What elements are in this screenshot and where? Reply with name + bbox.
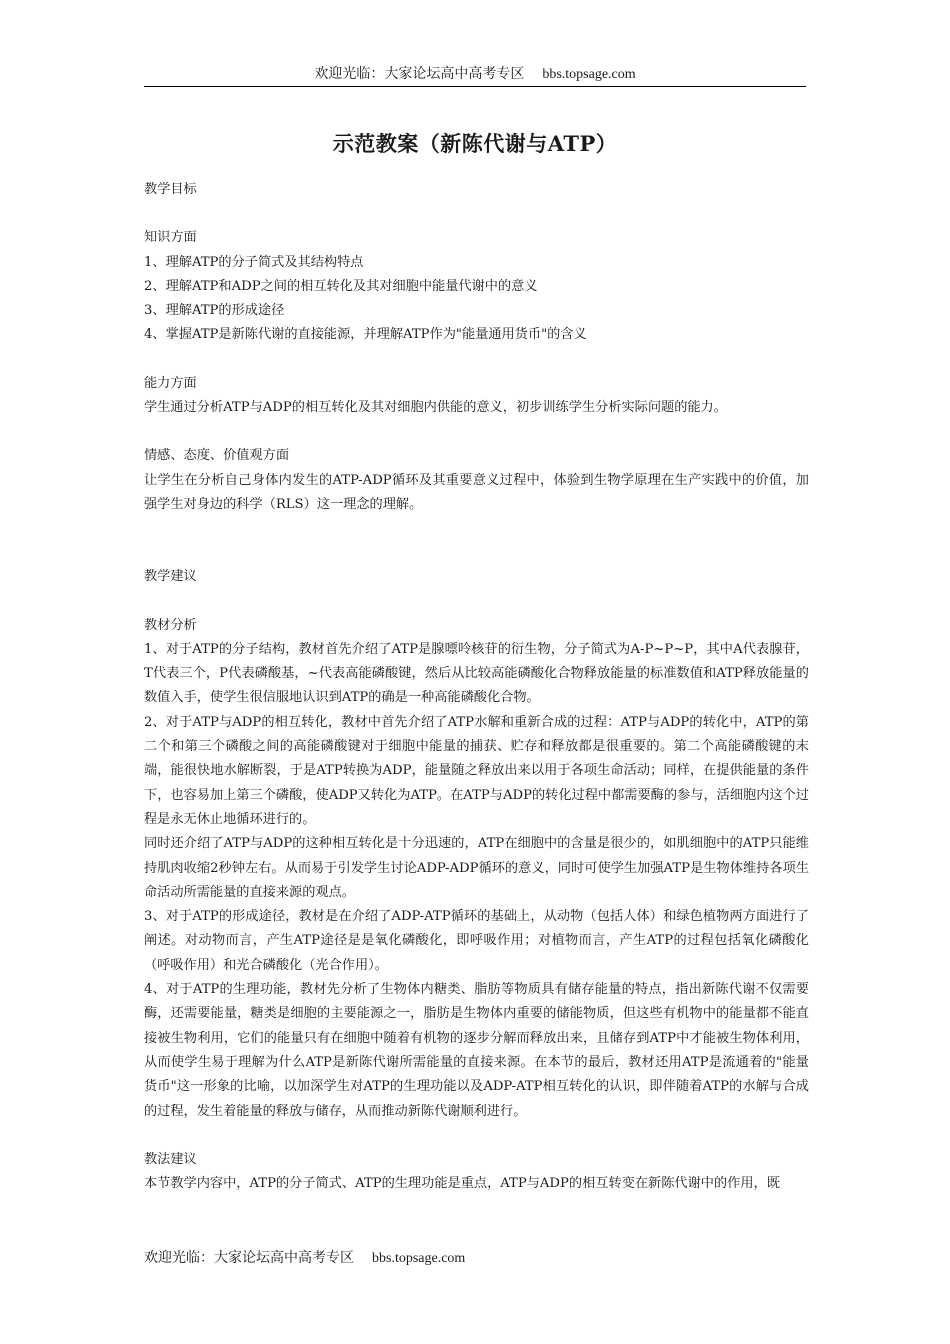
material-paragraph: 同时还介绍了ATP与ADP的这种相互转化是十分迅速的，ATP在细胞中的含量是很少的，如肌细胞中的ATP只能维持肌肉收缩2秒钟左右。从而易于引发学生讨论ADP-ADP循环的意义，同时可使学生加强ATP是生物体维持各项生命活动所需能量的直接来源的观点。 xyxy=(144,836,809,900)
knowledge-item: 4、掌握ATP是新陈代谢的直接能源，并理解ATP作为"能量通用货币"的含义 xyxy=(144,327,587,343)
page-header xyxy=(144,64,806,87)
material-paragraph: 3、对于ATP的形成途径，教材是在介绍了ADP-ATP循环的基础上，从动物（包括人体）和绿色植物两方面进行了阐述。对动物而言，产生ATP途径是是氧化磷酸化，即呼吸作用；对植物而言，产生ATP的过程包括氧化磷酸化（呼吸作用）和光合磷酸化（光合作用）。 xyxy=(144,909,809,973)
knowledge-item: 1、理解ATP的分子简式及其结构特点 xyxy=(144,254,364,270)
method-text: 本节教学内容中，ATP的分子简式、ATP的生理功能是重点，ATP与ADP的相互转变在新陈代谢中的作用，既 xyxy=(144,1176,780,1192)
knowledge-item: 3、理解ATP的形成途径 xyxy=(144,303,285,319)
material-paragraph: 1、对于ATP的分子结构，教材首先介绍了ATP是腺嘌呤核苷的衍生物，分子简式为A-P~P~P，其中A代表腺苷，T代表三个，P代表磷酸基，~代表高能磷酸键，然后从比较高能磷酸化合物释放能量的标准数值和ATP释放能量的数值入手，使学生很信服地认识到ATP的确是一种高能磷酸化合物。 xyxy=(144,641,809,706)
emotion-heading: 情感、态度、价值观方面 xyxy=(144,448,290,464)
material-paragraph: 4、对于ATP的生理功能，教材先分析了生物体内糖类、脂肪等物质具有储存能量的特点，指出新陈代谢不仅需要酶，还需要能量，糖类是细胞的主要能源之一，脂肪是生物体内重要的储能物质，但这些有机物中的能量都不能直接被生物利用，它们的能量只有在细胞中随着有机物的逐步分解而释放出来，且储存到ATP中才能被生物体利用，从而使学生易于理解为什么ATP是新陈代谢所需能量的直接来源。在本节的最后，教材还用ATP是流通着的"能量货币"这一形象的比喻，以加深学生对ATP的生理功能以及ADP-ATP相互转化的认识，即伴随着ATP的水解与合成的过程，发生着能量的释放与储存，从而推动新陈代谢顺利进行。 xyxy=(144,982,809,1119)
ability-text: 学生通过分析ATP与ADP的相互转化及其对细胞内供能的意义，初步训练学生分析实际问题的能力。 xyxy=(144,400,727,416)
document-body xyxy=(144,178,809,1196)
footer-site-name: 欢迎光临：大家论坛高中高考专区 xyxy=(144,1250,354,1266)
advice-heading: 教学建议 xyxy=(144,569,197,585)
knowledge-heading: 知识方面 xyxy=(144,230,197,246)
document-title: 示范教案（新陈代谢与ATP） xyxy=(332,131,618,156)
emotion-text: 让学生在分析自己身体内发生的ATP-ADP循环及其重要意义过程中，体验到生物学原理在生产实践中的价值，加强学生对身边的科学（RLS）这一理念的理解。 xyxy=(144,472,809,512)
goals-heading: 教学目标 xyxy=(144,182,197,197)
footer-url[interactable]: bbs.topsage.com xyxy=(372,1251,466,1266)
knowledge-item: 2、理解ATP和ADP之间的相互转化及其对细胞中能量代谢中的意义 xyxy=(144,278,538,294)
page-footer xyxy=(144,1248,465,1269)
method-heading: 教法建议 xyxy=(144,1151,197,1167)
ability-heading: 能力方面 xyxy=(144,375,197,391)
material-paragraph: 2、对于ATP与ADP的相互转化，教材中首先介绍了ATP水解和重新合成的过程：ATP与ADP的转化中，ATP的第二个和第三个磷酸之间的高能磷酸键对于细胞中能量的捕获、贮存和释放都是很重要的。第二个高能磷酸键的末端，能很快地水解断裂，于是ATP转换为ADP，能量随之释放出来以用于各项生命活动；同样，在提供能量的条件下，也容易加上第三个磷酸，使ADP又转化为ATP。在ATP与ADP的转化过程中都需要酶的参与，活细胞内这个过程是永无休止地循环进行的。 xyxy=(144,714,809,827)
material-heading: 教材分析 xyxy=(144,617,197,633)
header-site-name: 欢迎光临：大家论坛高中高考专区 xyxy=(314,66,525,82)
header-url[interactable]: bbs.topsage.com xyxy=(542,67,636,82)
